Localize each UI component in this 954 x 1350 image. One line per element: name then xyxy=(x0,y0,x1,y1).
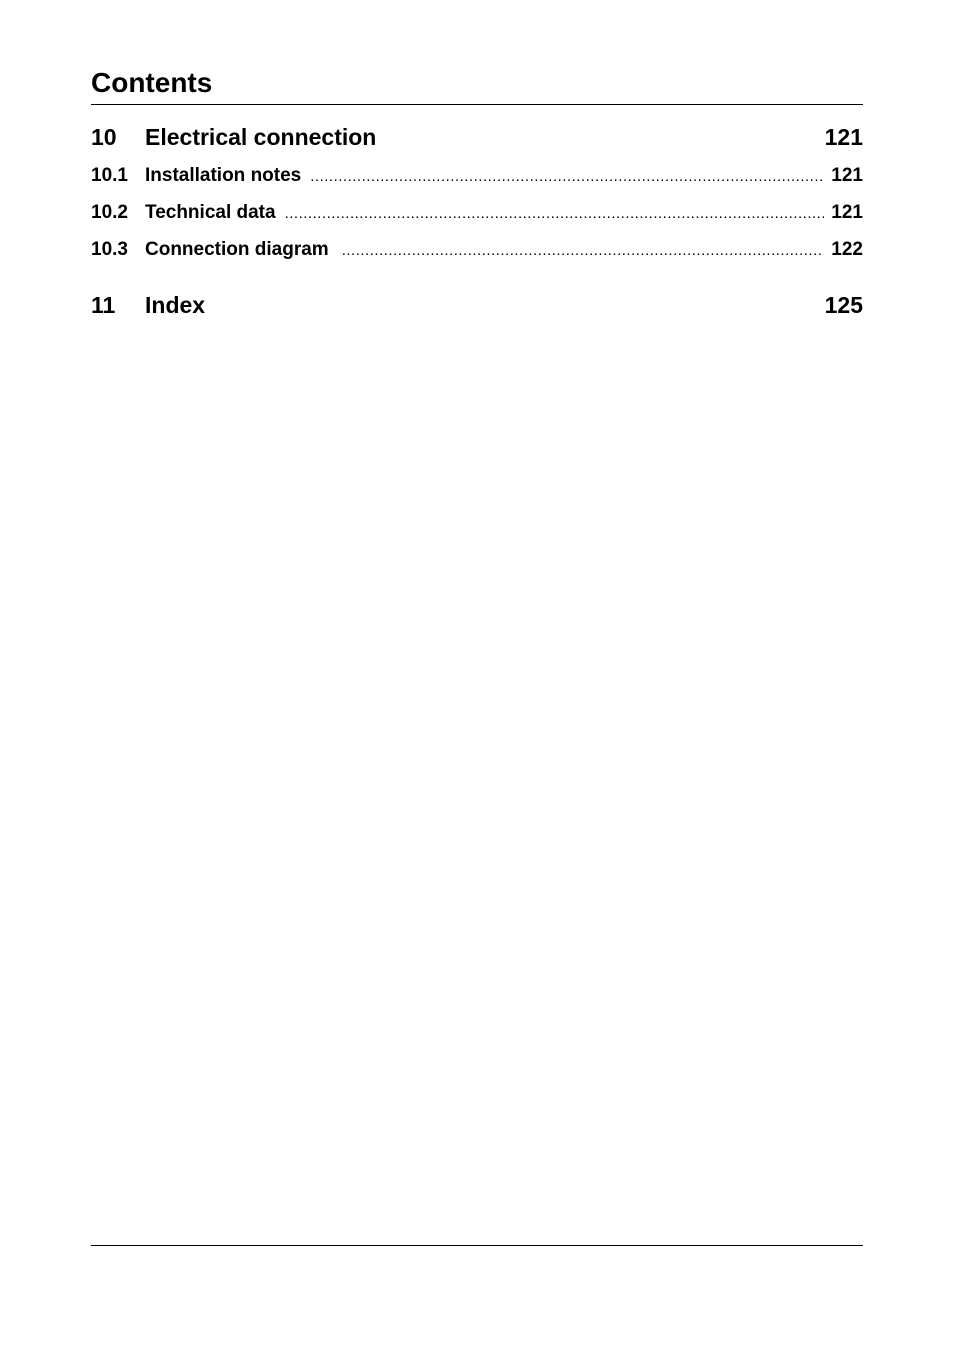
toc-dot-leader xyxy=(285,202,825,226)
title-divider xyxy=(91,104,863,105)
page-title: Contents xyxy=(91,67,213,98)
toc-number: 11 xyxy=(91,292,116,318)
toc-title: Installation notes xyxy=(145,165,302,186)
toc-page-number: 121 xyxy=(831,165,863,186)
toc-dot-leader xyxy=(310,165,824,189)
toc-page-number: 122 xyxy=(831,239,863,260)
toc-page-number: 121 xyxy=(831,202,863,223)
toc-number: 10 xyxy=(91,124,117,150)
toc-number: 10.1 xyxy=(91,165,128,186)
toc-section-entry[interactable] xyxy=(91,238,863,263)
toc-title: Technical data xyxy=(145,202,276,223)
toc-number: 10.3 xyxy=(91,239,128,260)
toc-title: Electrical connection xyxy=(145,124,377,150)
toc-section-entry[interactable] xyxy=(91,164,863,189)
toc-section-entry[interactable] xyxy=(91,201,863,226)
toc-page-number: 121 xyxy=(824,124,863,150)
footer-divider xyxy=(91,1245,863,1246)
toc-title: Connection diagram xyxy=(145,239,329,260)
toc-number: 10.2 xyxy=(91,202,128,223)
toc-title: Index xyxy=(145,292,206,318)
toc-chapter-entry[interactable] xyxy=(91,123,863,151)
toc-page-number: 125 xyxy=(824,292,863,318)
toc-dot-leader xyxy=(342,239,825,263)
toc-chapter-entry[interactable] xyxy=(91,291,863,319)
